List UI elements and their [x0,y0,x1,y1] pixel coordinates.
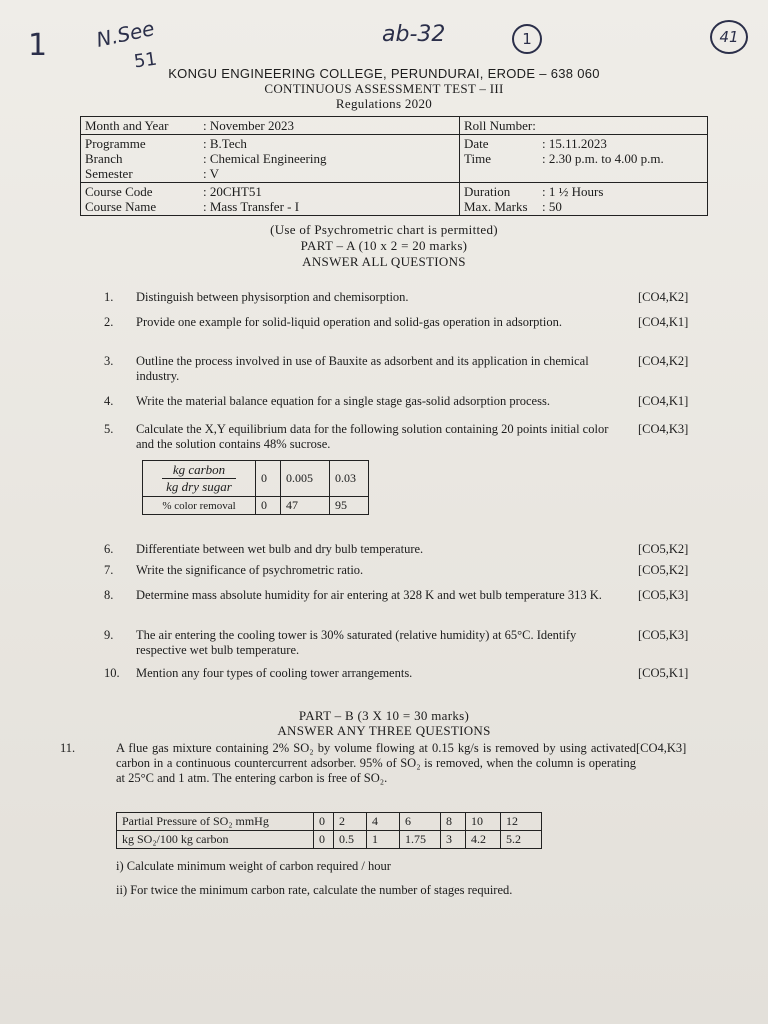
question-text: Write the material balance equation for a single stage gas-solid adsorption process. [136,394,550,408]
course-code-label: Course Code [85,184,153,199]
table-row-label: kg SO₂/100 kg carbon [117,831,314,849]
question-number: 8. [104,588,114,602]
question-text: The air entering the cooling tower is 30% saturated (relative humidity) at 65°C. Identify respective wet bulb temperature. [136,628,577,657]
question-5 [104,422,704,452]
duration-label: Duration [464,184,511,199]
handwritten-mark: 1 [28,28,48,63]
table-cell: 1.75 [400,831,441,849]
programme-label: Programme [85,136,146,151]
month-year-value: : November 2023 [203,118,294,133]
question-co: [CO4,K3] [636,741,687,755]
question-number: 10. [104,666,120,680]
programme-value: : B.Tech [203,136,247,151]
question-co: [CO4,K2] [638,354,689,368]
time-label: Time [464,151,491,166]
part-b-heading: PART – B (3 X 10 = 30 marks) [298,708,470,723]
regulations: Regulations 2020 [335,96,433,111]
table-cell: 0.5 [334,831,367,849]
question-9 [104,628,704,658]
question-number: 11. [60,741,76,755]
question-co: [CO5,K2] [638,542,689,556]
question-number: 5. [104,422,114,436]
table-cell: 0 [256,497,281,515]
part-a-instruction: ANSWER ALL QUESTIONS [302,254,466,269]
table-cell: 6 [400,813,441,831]
question-number: 9. [104,628,114,642]
question-text: Differentiate between wet bulb and dry bulb temperature. [136,542,424,556]
max-marks-value: : 50 [542,199,562,214]
table-row-label: Partial Pressure of SO₂ mmHg [117,813,314,831]
question-co: [CO5,K2] [638,563,689,577]
question-text: Provide one example for solid-liquid operation and solid-gas operation in adsorption. [136,315,562,329]
question-1 [104,290,704,306]
question-number: 1. [104,290,114,304]
question-text: Determine mass absolute humidity for air entering at 328 K and wet bulb temperature 313 K. [136,588,602,602]
question-co: [CO4,K2] [638,290,689,304]
table-cell: 4.2 [466,831,501,849]
time-value: : 2.30 p.m. to 4.00 p.m. [542,151,664,166]
semester-value: : V [203,166,220,181]
ratio-denominator: kg dry sugar [166,479,232,494]
question-6 [104,542,704,558]
so2-equilibrium-table [116,812,542,849]
question-text: Mention any four types of cooling tower arrangements. [136,666,413,680]
question-7 [104,563,704,579]
handwritten-circled-one: 1 [512,24,542,54]
table-cell: 95 [330,497,369,515]
question-8 [104,588,704,618]
table-cell: 0.005 [281,461,330,497]
question-text: Distinguish between physisorption and chemisorption. [136,290,409,304]
max-marks-label: Max. Marks [464,199,528,214]
exam-info-table [80,116,708,216]
question-text: A flue gas mixture containing 2% SO₂ by volume flowing at 0.15 kg/s is removed by using activated carbon in a continuous countercurrent adsorber. 95% of SO₂ is removed, when the column is operating at 25°C and 1 atm. The entering carbon is free of SO₂. [116,741,636,785]
handwritten-code: ab-32 [382,22,446,47]
course-code-value: : 20CHT51 [203,184,262,199]
table-cell: 4 [367,813,400,831]
part-a-heading: PART – A (10 x 2 = 20 marks) [300,238,468,253]
college-name: KONGU ENGINEERING COLLEGE, PERUNDURAI, ERODE – 638 060 [168,66,600,81]
chart-note: (Use of Psychrometric chart is permitted) [270,222,498,237]
question-4 [104,394,704,410]
handwritten-circled-number: 41 [710,20,748,54]
question-co: [CO5,K1] [638,666,689,680]
table-cell: 10 [466,813,501,831]
sub-question-i: i) Calculate minimum weight of carbon required / hour [116,859,391,873]
question-co: [CO4,K1] [638,315,689,329]
date-label: Date [464,136,489,151]
branch-label: Branch [85,151,123,166]
part-b-instruction: ANSWER ANY THREE QUESTIONS [277,723,491,738]
table-cell: 5.2 [501,831,542,849]
question-10 [104,666,704,682]
table-cell: 3 [441,831,466,849]
question-2 [104,315,704,345]
table-cell: 0.03 [330,461,369,497]
branch-value: : Chemical Engineering [203,151,327,166]
question-text: Write the significance of psychrometric ratio. [136,563,364,577]
table-cell: 8 [441,813,466,831]
course-name-label: Course Name [85,199,157,214]
question-co: [CO5,K3] [638,628,689,642]
month-year-label: Month and Year [85,118,169,133]
date-value: : 15.11.2023 [542,136,607,151]
ratio-numerator: kg carbon [162,462,236,479]
table-cell: 47 [281,497,330,515]
question-number: 2. [104,315,114,329]
table-cell: 0 [314,831,334,849]
handwritten-side: 51 [132,48,159,73]
question-number: 7. [104,563,114,577]
question-co: [CO4,K1] [638,394,689,408]
question-text: Outline the process involved in use of Bauxite as adsorbent and its application in chemical industry. [136,354,589,383]
test-title: CONTINUOUS ASSESSMENT TEST – III [264,81,504,96]
question-co: [CO5,K3] [638,588,689,602]
table-cell: 12 [501,813,542,831]
table-cell: 0 [314,813,334,831]
table-row-label: % color removal [143,497,256,515]
question-text: Calculate the X,Y equilibrium data for the following solution containing 20 points initial color and the solution contains 48% sucrose. [136,422,609,451]
table-cell: 1 [367,831,400,849]
duration-value: : 1 ½ Hours [542,184,604,199]
question-number: 6. [104,542,114,556]
table-cell: 2 [334,813,367,831]
handwritten-initials: N.See [94,16,157,52]
course-name-value: : Mass Transfer - I [203,199,300,214]
question-number: 3. [104,354,114,368]
table-cell: 0 [256,461,281,497]
sub-question-ii: ii) For twice the minimum carbon rate, calculate the number of stages required. [116,883,513,897]
equilibrium-table [142,460,369,515]
semester-label: Semester [85,166,133,181]
question-3 [104,354,704,384]
question-co: [CO4,K3] [638,422,689,436]
ratio-label [162,462,236,495]
question-number: 4. [104,394,114,408]
roll-number-label: Roll Number: [464,118,536,133]
